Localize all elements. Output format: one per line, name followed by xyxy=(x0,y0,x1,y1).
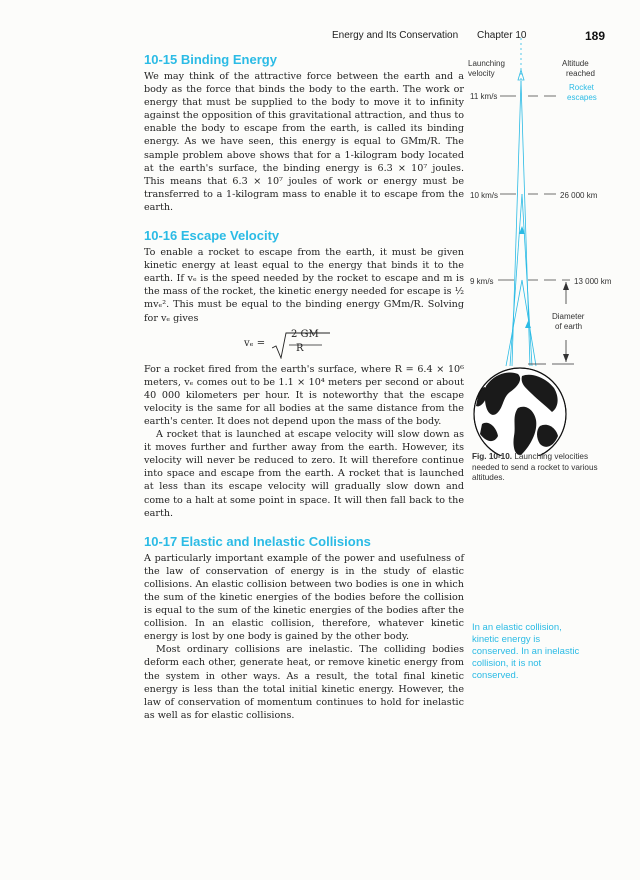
launching-velocity-label-2: velocity xyxy=(468,69,495,78)
escape-velocity-equation xyxy=(144,329,464,359)
escape-trajectory xyxy=(512,38,530,366)
running-title: Energy and Its Conservation xyxy=(332,30,459,41)
paragraph-escape-velocity-behavior: A rocket that is launched at escape velocity will slow down as it moves further and further away from the earth. However, its velocity will never be reduced to zero. It will therefore continue into space and escape from the earth. A rocket that is launched at less than its escape velocity will gradually slow down and come to a halt at some point in space. It will then fall back to the earth. xyxy=(144,429,464,519)
altitude-label-1: Altitude xyxy=(562,59,589,68)
launching-velocity-label-1: Launching xyxy=(468,59,505,68)
paragraph-binding-energy: We may think of the attractive force between the earth and a body as the force that binds the body to the earth. The work or energy that must be supplied to the body to move it to infinity against the opposition of this gravitational attraction, and thus to enable the body to escape from the earth, is called its binding energy. As we have seen, this energy is equal to GMm/R. The sample problem above shows that for a 1-kilogram body located at the earth's surface, the binding energy is 6.3 × 10⁷ joules. This means that 6.3 × 10⁷ joules of work or energy must be transferred to a 1-kilogram mass to enable it to escape from the earth. xyxy=(144,71,464,213)
section-heading-collisions: 10-17 Elastic and Inelastic Collisions xyxy=(144,533,371,549)
diameter-label-1: Diameter xyxy=(552,312,585,321)
section-heading-binding-energy: 10-15 Binding Energy xyxy=(144,52,277,67)
altitude-26000: 26 000 km xyxy=(560,191,598,200)
velocity-11: 11 km/s xyxy=(470,92,498,101)
margin-note: In an elastic collision, kinetic energy is conserved. In an inelastic collision, it is not conserved. xyxy=(472,622,580,681)
rocket-escapes-label-1: Rocket xyxy=(569,83,594,92)
figure-number: Fig. 10-10. xyxy=(472,452,513,461)
section-heading-escape-velocity: 10-16 Escape Velocity xyxy=(144,228,280,244)
figure-launch-velocities xyxy=(466,36,616,460)
diameter-label-2: of earth xyxy=(555,322,583,331)
velocity-10: 10 km/s xyxy=(470,191,499,200)
main-text-column xyxy=(144,52,464,722)
chapter-label: Chapter 10 xyxy=(477,30,527,41)
altitude-13000: 13 000 km xyxy=(574,277,612,286)
altitude-label-2: reached xyxy=(566,69,595,78)
figure-caption xyxy=(472,452,604,484)
rocket-escapes-label-2: escapes xyxy=(567,93,597,102)
equation-lhs: vₑ = xyxy=(244,337,266,349)
equation-denominator: R xyxy=(296,342,304,354)
paragraph-elastic-collisions: A particularly important example of the power and usefulness of the law of conservation of energy is in the study of elastic collisions. An elastic collision between two bodies is one in which the sum of the kinetic energies of the bodies before the collision is equal to the sum of the kinetic energies of the bodies after the collision. In an elastic collision, therefore, whatever kinetic energy is lost by one body is gained by the other body. xyxy=(144,552,464,643)
paragraph-escape-velocity-value: For a rocket fired from the earth's surface, where R = 6.4 × 10⁶ meters, vₑ comes out to be 1.1 × 10⁴ meters per second or about 40 000 kilometers per hour. It is noteworthy that the escape velocity is the same for all bodies at the same distance from the earth's center. It does not depend upon the mass of the body. xyxy=(144,363,464,427)
earth-globe xyxy=(474,368,566,456)
paragraph-escape-velocity-intro: To enable a rocket to escape from the earth, it must be given kinetic energy at least equal to the energy that binds it to the earth. If vₑ is the speed needed by the rocket to escape and m is the mass of the rocket, the kinetic energy needed for escape is ½ mvₑ². This must be equal to the binding energy GMm/R. Solving for vₑ gives xyxy=(144,247,464,324)
page-number: 189 xyxy=(585,29,606,43)
equation-numerator: 2 GM xyxy=(291,328,319,340)
paragraph-inelastic-collisions: Most ordinary collisions are inelastic. The colliding bodies deform each other, generate heat, or remove kinetic energy from the system in other ways. As a result, the total final kinetic energy is less than the total initial kinetic energy. However, the law of conservation of momentum continues to hold for inelastic as well as for elastic collisions. xyxy=(144,644,464,721)
figure-caption-text: Launching velocities needed to send a rocket to various altitudes. xyxy=(472,452,598,482)
velocity-9: 9 km/s xyxy=(470,277,494,286)
